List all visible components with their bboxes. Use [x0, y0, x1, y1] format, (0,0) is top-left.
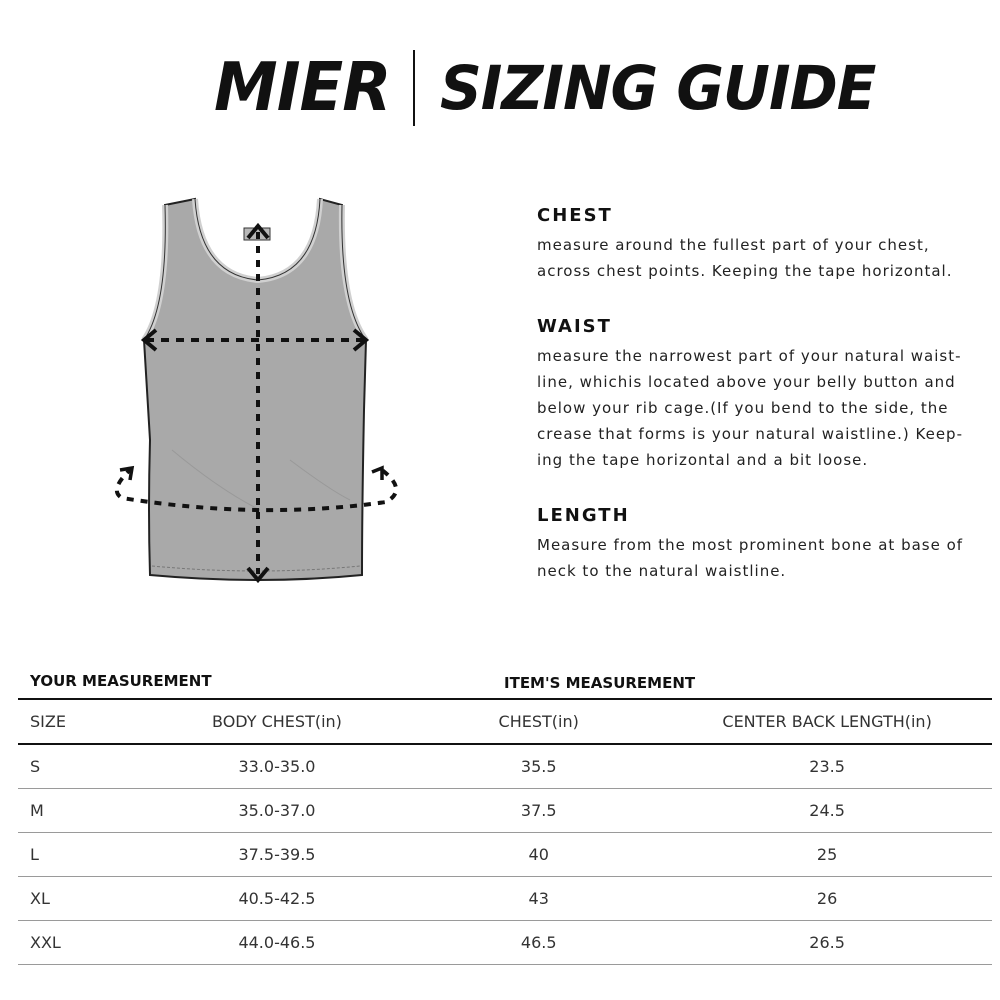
guide-text: Measure from the most prominent bone at base of neck to the natural waistline. — [537, 536, 964, 580]
table-row — [18, 921, 992, 965]
cell-chest: 43 — [528, 889, 549, 908]
guide-title: WAIST — [537, 316, 612, 337]
cell-chest: 35.5 — [520, 757, 557, 776]
table-row — [18, 877, 992, 921]
guide-title: CHEST — [537, 205, 613, 226]
cell-center-back-length: 23.5 — [809, 757, 845, 776]
guide-title: LENGTH — [537, 505, 630, 526]
column-header-body-chest: BODY CHEST(in) — [212, 712, 342, 731]
item-measurement-label: ITEM'S MEASUREMENT — [504, 674, 696, 692]
cell-body-chest: 33.0-35.0 — [238, 757, 316, 776]
tank-top-diagram — [110, 190, 410, 600]
cell-body-chest: 40.5-42.5 — [238, 889, 316, 908]
header — [0, 48, 1000, 128]
cell-chest: 46.5 — [520, 933, 557, 952]
cell-body-chest: 37.5-39.5 — [238, 845, 316, 864]
cell-center-back-length: 26.5 — [809, 933, 845, 952]
cell-center-back-length: 24.5 — [809, 801, 845, 820]
guide-chest — [537, 205, 977, 284]
cell-center-back-length: 25 — [816, 845, 838, 864]
header-divider — [413, 50, 415, 126]
cell-size: M — [30, 801, 44, 820]
guide-waist — [537, 316, 977, 473]
table-header-row — [18, 699, 992, 744]
guide-text: measure around the fullest part of your chest, across chest points. Keeping the tape horizontal. — [537, 236, 953, 280]
cell-size: XXL — [30, 933, 61, 952]
cell-body-chest: 44.0-46.5 — [238, 933, 316, 952]
column-header-center-back-length: CENTER BACK LENGTH(in) — [722, 712, 932, 731]
shirt-body — [144, 199, 366, 580]
cell-body-chest: 35.0-37.0 — [238, 801, 316, 820]
cell-size: S — [30, 757, 41, 776]
size-table-section — [18, 670, 992, 965]
cell-chest: 40 — [528, 845, 549, 864]
column-header-chest: CHEST(in) — [498, 712, 579, 731]
tank-top-icon — [110, 190, 410, 600]
table-row — [18, 744, 992, 789]
table-section-labels — [18, 670, 992, 698]
cell-center-back-length: 26 — [816, 889, 838, 908]
column-header-size: SIZE — [30, 712, 66, 731]
guide-text: measure the narrowest part of your natural waist- line, whichis located above your belly button and below your rib cage.(If you bend to the side, the crease that forms is your natural waistline.) Keep- ing the tape horizontal and a bit loose. — [537, 347, 963, 469]
brand-logo: MIER — [214, 49, 391, 127]
cell-chest: 37.5 — [520, 801, 557, 820]
guide-length — [537, 505, 977, 584]
cell-size: XL — [30, 889, 50, 908]
cell-size: L — [30, 845, 39, 864]
measurement-guide — [537, 205, 977, 616]
page-title: SIZING GUIDE — [440, 52, 876, 124]
table-row — [18, 833, 992, 877]
your-measurement-label: YOUR MEASUREMENT — [30, 672, 212, 690]
size-table — [18, 698, 992, 965]
table-row — [18, 789, 992, 833]
